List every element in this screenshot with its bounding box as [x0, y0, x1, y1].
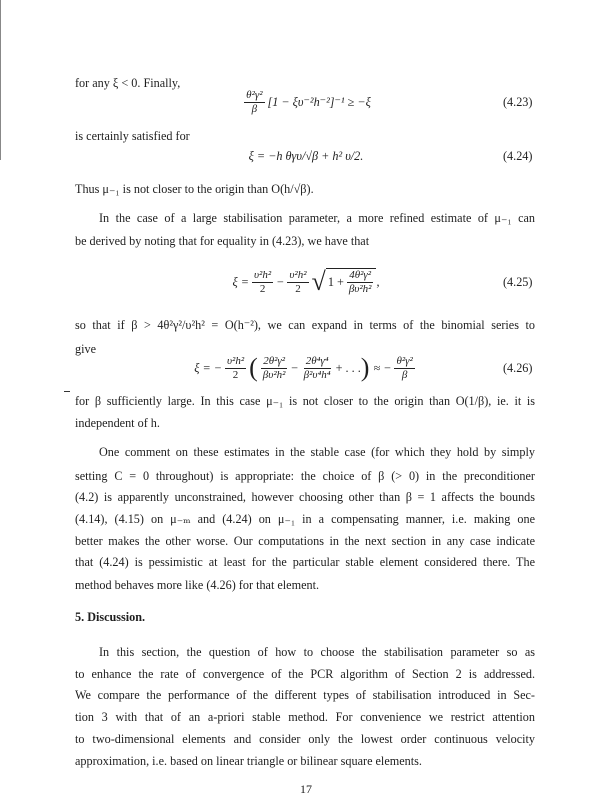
denominator: 2 — [259, 282, 266, 295]
equation-4-23 — [0, 82, 612, 122]
text-line: give — [75, 342, 96, 356]
margin-mark — [64, 391, 70, 392]
text-line: that (4.24) is pessimistic at least for the particular stable element considered there. The — [75, 555, 535, 569]
denominator: 2 — [295, 282, 301, 295]
numerator: 2θ⁴γ⁴ — [305, 354, 329, 367]
denominator: βυ²h² — [348, 283, 372, 295]
square-root — [311, 267, 380, 296]
punctuation: , — [376, 274, 380, 289]
text-line: for any ξ < 0. Finally, — [75, 76, 181, 90]
page-number: 17 — [300, 782, 312, 796]
denominator: β — [401, 368, 408, 381]
denominator: β²υ⁴h⁴ — [303, 368, 331, 381]
text-line: approximation, i.e. based on linear triangle or bilinear square elements. — [75, 754, 422, 768]
fraction — [261, 355, 288, 382]
fraction — [287, 269, 308, 296]
equation-label: (4.26) — [503, 361, 533, 375]
text-line: is certainly satisfied for — [75, 129, 190, 143]
text-line: so that if β > 4θ²γ²/υ²h² = O(h⁻²), we can expand in terms of the binomial series to — [75, 318, 535, 332]
text-line: for β sufficiently large. In this case μ₋₁ is not closer to the origin than O(1/β), ie. it is — [75, 394, 535, 408]
text-line: method behaves more like (4.26) for that element. — [75, 578, 320, 592]
operator: − — [276, 274, 285, 289]
section-heading: 5. Discussion. — [75, 610, 146, 624]
text-line: One comment on these estimates in the stable case (for which they hold by simply — [99, 445, 535, 459]
text-line: Thus μ₋₁ is not closer to the origin than O(h/√β). — [75, 182, 314, 196]
denominator: βυ²h² — [262, 368, 286, 381]
fraction — [225, 355, 246, 382]
expression: ξ = −h θγυ/√β + h² υ/2. — [248, 148, 364, 163]
fraction — [394, 355, 414, 382]
numerator: 4θ²γ² — [349, 269, 372, 281]
equation-4-25 — [0, 262, 612, 302]
term: 1 + — [327, 275, 344, 289]
fraction — [347, 269, 374, 296]
paren: ) — [360, 353, 370, 382]
text-line: We compare the performance of the different types of stabilisation introduced in Sec- — [75, 688, 535, 702]
text-line: independent of h. — [75, 416, 160, 430]
equation-label: (4.25) — [503, 275, 533, 289]
numerator: υ²h² — [226, 354, 245, 367]
text-line: setting C = 0 throughout) is appropriate: the choice of β (> 0) in the preconditioner — [75, 469, 535, 483]
operator: ≈ − — [373, 360, 392, 375]
equation-4-26 — [0, 348, 612, 388]
equation-label: (4.23) — [503, 95, 533, 109]
text-line: be derived by noting that for equality in (4.23), we have that — [75, 234, 370, 248]
radical-sign: √ — [311, 267, 326, 296]
fraction — [252, 269, 273, 296]
equation-4-24 — [0, 136, 612, 176]
equation-label: (4.24) — [503, 149, 533, 163]
text-line: (4.14), (4.15) on μ₋ₘ and (4.24) on μ₋₁ in a compensating manner, i.e. making one — [75, 512, 535, 526]
numerator: υ²h² — [289, 268, 307, 281]
lhs: ξ = − — [194, 360, 222, 375]
operator: − — [290, 360, 299, 375]
text-line: tion 3 with that of an a-priori stable method. For convenience we restrict attention — [75, 710, 535, 724]
numerator: θ²γ² — [246, 88, 263, 101]
text-line: to two-dimensional elements and consider only the lowest order continuous velocity — [75, 732, 535, 746]
ellipsis: + . . . — [335, 360, 361, 375]
text-line: In this section, the question of how to choose the stabilisation parameter so as — [99, 645, 535, 659]
numerator: θ²γ² — [396, 354, 413, 367]
text-line: (4.2) is apparently unconstrained, however choosing other than β = 1 affects the bounds — [75, 490, 535, 504]
fraction — [244, 89, 264, 116]
fraction — [302, 355, 333, 382]
expression: [1 − ξυ⁻²h⁻²]⁻¹ ≥ −ξ — [267, 94, 371, 109]
numerator: 2θ²γ² — [263, 354, 286, 367]
text-line: to enhance the rate of convergence of the PCR algorithm of Section 2 is addressed. — [75, 667, 535, 681]
numerator: υ²h² — [253, 268, 272, 281]
lhs: ξ = — [232, 274, 249, 289]
text-line: In the case of a large stabilisation parameter, a more refined estimate of μ₋₁ can — [99, 211, 535, 225]
text-line: better makes the other worse. Our computations in the next section in any case indicate — [75, 534, 535, 548]
denominator: β — [251, 102, 258, 115]
paren: ( — [249, 353, 258, 382]
denominator: 2 — [232, 368, 239, 381]
